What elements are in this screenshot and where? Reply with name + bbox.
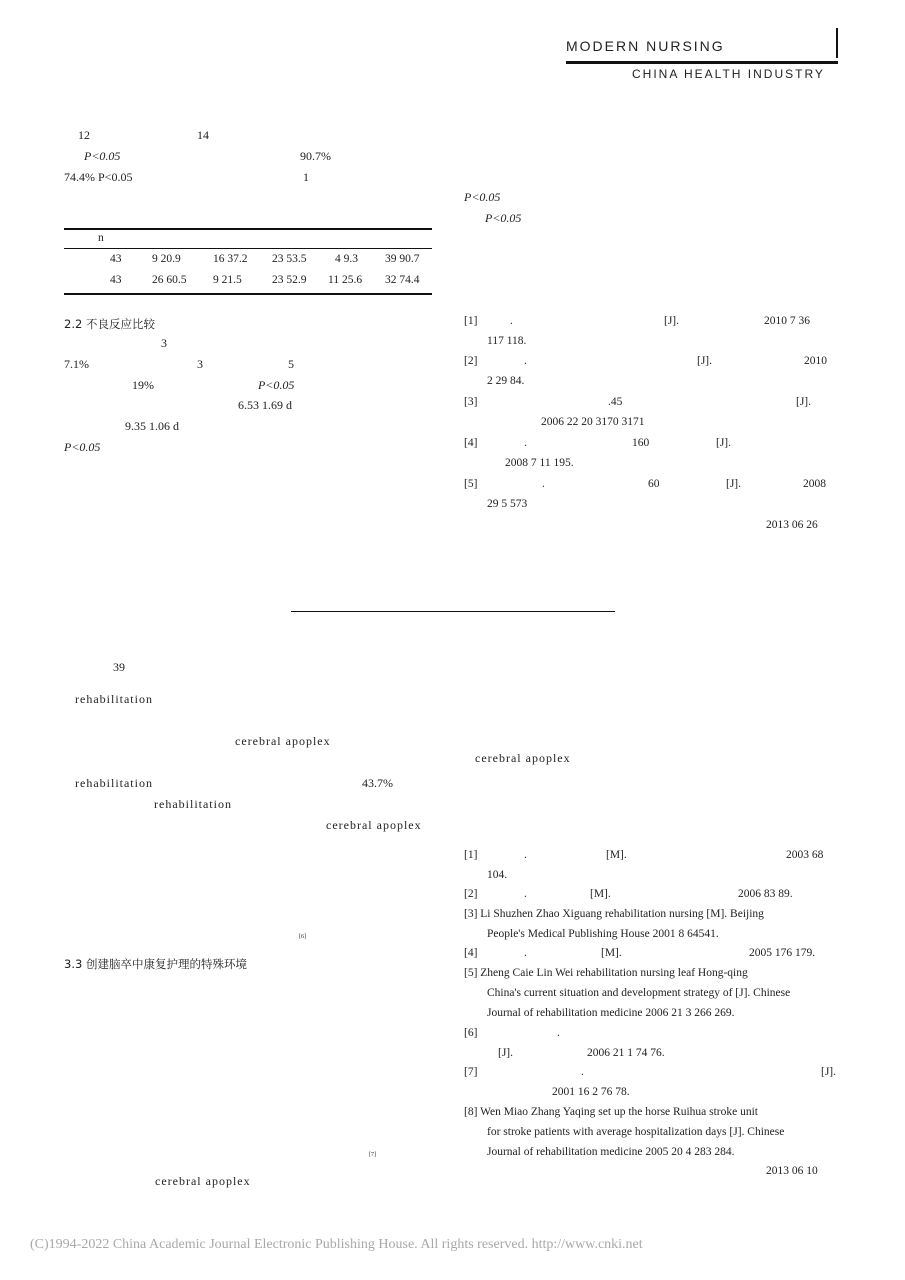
ref-text: People's Medical Publishing House 2001 8 64541. [487,928,719,940]
table-cell: 23 53.5 [272,253,307,265]
text-line: cerebral apoplex [475,751,571,765]
ref-text: 2010 7 36 [764,315,810,327]
ref-text: [8] Wen Miao Zhang Yaqing set up the horse Ruihua stroke unit [464,1106,758,1118]
ref-text: [J]. [664,315,680,327]
header-vertical-rule [836,28,838,58]
ref-text: 2005 176 179. [749,947,816,959]
copyright-footer: (C)1994-2022 China Academic Journal Electronic Publishing House. All rights reserved. http://www.cnki.net [30,1237,643,1252]
ref-text: [3] Li Shuzhen Zhao Xiguang rehabilitation nursing [M]. Beijing [464,908,764,920]
ref-text: . [524,888,527,900]
text-line: cerebral apoplex [235,734,331,748]
ref-text: 2010 [804,355,827,367]
text-line: P<0.05 [464,190,501,204]
text-line: P<0.05 [64,440,101,454]
table-bottom-rule [64,293,432,295]
text-line: 19% [132,378,154,392]
table-cell: 39 90.7 [385,253,420,265]
ref-text: 2006 83 89. [738,888,793,900]
ref-text: [J]. [697,355,713,367]
ref-number: [3] [464,396,478,408]
table-header-rule [64,248,432,249]
ref-text: for stroke patients with average hospitalization days [J]. Chinese [487,1126,785,1138]
text-line: 7.1% [64,357,89,371]
ref-text: 160 [632,437,650,449]
ref-number: [6] [464,1027,478,1039]
ref-text: [M]. [590,888,611,900]
ref-number: [5] [464,478,478,490]
ref-text: . [581,1066,584,1078]
table-cell: 4 9.3 [335,253,358,265]
ref-text: Journal of rehabilitation medicine 2005 20 4 283 284. [487,1146,735,1158]
ref-number: [2] [464,355,478,367]
ref-number: [4] [464,947,478,959]
received-date: 2013 06 26 [766,519,818,531]
text-line: 74.4% P<0.05 [64,170,133,184]
section-heading: 3.3 创建脑卒中康复护理的特殊环境 [64,957,247,971]
ref-text: 2008 7 11 195. [505,457,574,469]
text-line: 6.53 1.69 d [238,398,292,412]
ref-text: [J]. [726,478,742,490]
text-line: rehabilitation [154,797,232,811]
ref-text: China's current situation and development strategy of [J]. Chinese [487,987,791,999]
ref-text: [J]. [821,1066,837,1078]
text-line: P<0.05 [84,149,121,163]
ref-text: 29 5 573 [487,498,528,510]
ref-text: [J]. [498,1047,514,1059]
text-line: P<0.05 [258,378,295,392]
ref-text: . [524,437,527,449]
ref-text: .45 [608,396,623,408]
ref-text: [M]. [601,947,622,959]
text-line: rehabilitation [75,776,153,790]
ref-text: 2 29 84. [487,375,525,387]
text-line: 14 [197,128,209,142]
table-top-rule [64,228,432,230]
ref-text: 2006 22 20 3170 3171 [541,416,645,428]
ref-text: 117 118. [487,335,527,347]
article-separator [291,611,615,612]
citation-superscript: [6] [299,934,306,940]
table-cell: 26 60.5 [152,274,187,286]
table-cell: 43 [110,253,122,265]
text-line: 5 [288,357,294,371]
ref-text: . [524,947,527,959]
ref-text: . [510,315,513,327]
ref-text: 2008 [803,478,826,490]
table-cell: 9 21.5 [213,274,242,286]
ref-text: [J]. [716,437,732,449]
table-cell: 9 20.9 [152,253,181,265]
text-line: 9.35 1.06 d [125,419,179,433]
ref-text: 2001 16 2 76 78. [552,1086,630,1098]
text-line: 90.7% [300,149,331,163]
ref-text: [J]. [796,396,812,408]
ref-number: [1] [464,849,478,861]
table-cell: 16 37.2 [213,253,248,265]
section-heading: 2.2 不良反应比较 [64,317,155,331]
table-cell: 43 [110,274,122,286]
ref-text: [5] Zheng Caie Lin Wei rehabilitation nursing leaf Hong-qing [464,967,748,979]
ref-number: [7] [464,1066,478,1078]
text-line: 3 [161,336,167,350]
ref-text: Journal of rehabilitation medicine 2006 21 3 266 269. [487,1007,735,1019]
text-line: P<0.05 [485,211,522,225]
table-header-n: n [98,232,104,244]
journal-title: MODERN NURSING [566,38,725,54]
text-line: cerebral apoplex [326,818,422,832]
received-date: 2013 06 10 [766,1165,818,1177]
ref-text: [M]. [606,849,627,861]
ref-text: 2003 68 [786,849,824,861]
text-line: 43.7% [362,776,393,790]
ref-text: 2006 21 1 74 76. [587,1047,665,1059]
text-line: 3 [197,357,203,371]
text-line: cerebral apoplex [155,1174,251,1188]
table-cell: 32 74.4 [385,274,420,286]
header-rule [566,61,838,64]
text-line: 1 [303,170,309,184]
ref-number: [1] [464,315,478,327]
ref-number: [2] [464,888,478,900]
ref-text: . [524,355,527,367]
ref-number: [4] [464,437,478,449]
ref-text: 60 [648,478,660,490]
text-line: rehabilitation [75,692,153,706]
journal-subtitle: CHINA HEALTH INDUSTRY [632,67,825,81]
ref-text: . [557,1027,560,1039]
text-line: 39 [113,660,125,674]
ref-text: . [524,849,527,861]
ref-text: . [542,478,545,490]
citation-superscript: [7] [369,1152,376,1158]
table-cell: 11 25.6 [328,274,363,286]
ref-text: 104. [487,869,508,881]
table-cell: 23 52.9 [272,274,307,286]
text-line: 12 [78,128,90,142]
